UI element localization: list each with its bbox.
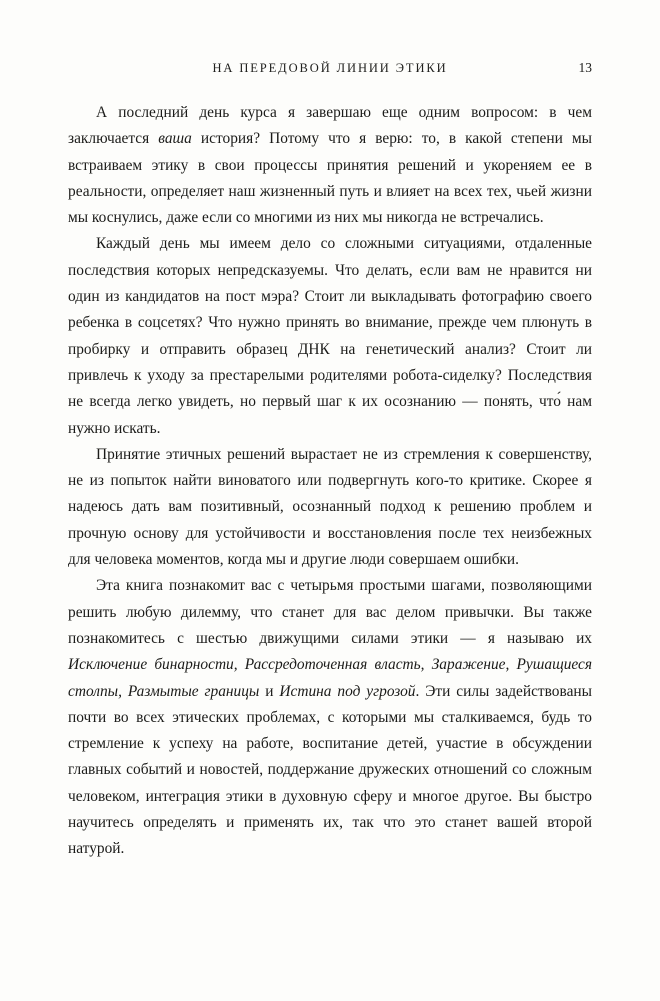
text-run: Принятие этичных решений вырастает не из стремления к совершенству, не из попыток найти виноватого или подвергнуть кого-то критике. Скорее я надеюсь дать вам позитивный, осознанный подход к решению проблем и прочную основу для устойчивости и восстановления после тех неизбежных для человека моментов, когда мы и другие люди совершаем ошибки. bbox=[68, 445, 592, 569]
text-run: Эта книга познакомит вас с четырьмя простыми шагами, позволяющими решить любую дилемму, что станет для вас делом привычки. Вы также познакомитесь с шестью движущими силами этики — я называю их bbox=[68, 577, 592, 647]
page-number: 13 bbox=[578, 60, 592, 75]
paragraph bbox=[68, 573, 592, 862]
text-run: и bbox=[259, 682, 280, 700]
running-title: НА ПЕРЕДОВОЙ ЛИНИИ ЭТИКИ bbox=[212, 61, 448, 75]
paragraph bbox=[68, 231, 592, 441]
text-run: история? Потому что я верю: то, в какой степени мы встраиваем этику в свои процессы принятия решений и укореняем ее в реальности, определяет наш жизненный путь и влияет на всех тех, чьей жизни мы коснулись, даже если со многими из них мы никогда не встречались. bbox=[68, 130, 592, 227]
paragraph bbox=[68, 442, 592, 573]
emphasized-text: Истина под угрозой bbox=[279, 682, 416, 700]
emphasized-text: ваша bbox=[158, 130, 192, 148]
text-run: А последний день курса я завершаю еще одним вопросом: в чем заключается bbox=[68, 104, 592, 148]
text-run: Каждый день мы имеем дело со сложными ситуациями, отдаленные последствия которых непредсказуемы. Что делать, если вам не нравится ни один из кандидатов на пост мэра? Стоит ли выкладывать фотографию своего ребенка в соцсетях? Что нужно принять во внимание, прежде чем плюнуть в пробирку и отправить образец ДНК на генетический анализ? Стоит ли привлечь к уходу за престарелыми родителями робота-сиделку? Последствия не всегда легко увидеть, но первый шаг к их осознанию — понять, что́ нам нужно искать. bbox=[68, 235, 592, 437]
body-text-block bbox=[68, 100, 592, 863]
paragraph bbox=[68, 100, 592, 231]
emphasized-text: Исключение бинарности, Рассредоточенная власть, Заражение, Рушащиеся столпы, Размытые границы bbox=[68, 656, 592, 700]
text-run: . Эти силы задействованы почти во всех этических проблемах, с которыми мы сталкиваемся, будь то стремление к успеху на работе, воспитание детей, участие в обсуждении главных событий и новостей, поддержание дружеских отношений со сложным человеком, интеграция этики в духовную сферу и многое другое. Вы быстро научитесь определять и применять их, так что это станет вашей второй натурой. bbox=[68, 682, 592, 858]
page-header bbox=[68, 60, 592, 82]
